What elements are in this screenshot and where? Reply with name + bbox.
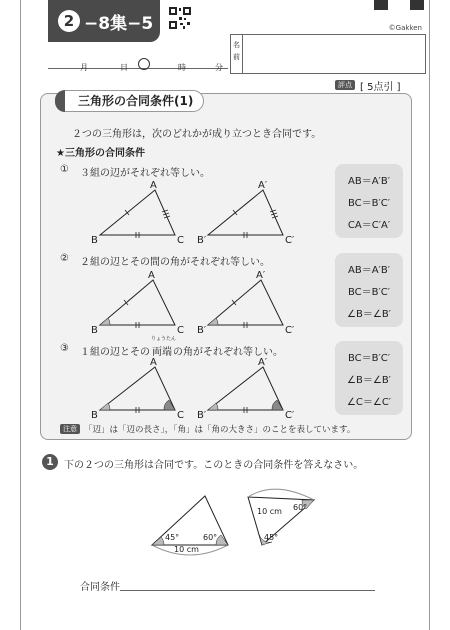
equality: AB＝A′B′ (348, 265, 390, 276)
vertex-label: B′ (197, 325, 207, 336)
vertex-label: C′ (285, 325, 295, 336)
vertex-label: B′ (197, 235, 207, 246)
vertex-label: A (150, 357, 157, 368)
vertex-label: B (91, 410, 98, 421)
vertex-label: A′ (258, 180, 268, 191)
answer-input-line[interactable] (120, 590, 375, 591)
answer-label: 合同条件 (80, 582, 120, 593)
day-label: 日 (120, 63, 128, 72)
vertex-label: A (150, 180, 157, 191)
equality: AB＝A′B′ (348, 176, 390, 187)
equality: ∠C＝∠C′ (346, 397, 392, 408)
triangle-abc-1 (100, 190, 175, 235)
vertex-label: C (177, 325, 184, 336)
condition-3-text-pre: １組の辺とその (80, 347, 150, 358)
name-label: 名前 (231, 35, 243, 73)
condition-2-text: ２組の辺とその間の角がそれぞれ等しい。 (80, 257, 270, 268)
angle-label: 60° (203, 533, 218, 542)
condition-2-number: ② (60, 253, 69, 264)
note-tag: 注意 (60, 424, 80, 434)
question-number-badge: 1 (42, 454, 58, 470)
condition-3-text-post: の角がそれぞれ等しい。 (173, 347, 283, 358)
unit-title: −8集−5 (84, 14, 154, 34)
equality: BC＝B′C′ (347, 353, 391, 364)
condition-3-ruby-reading: りょうたん (151, 336, 177, 342)
score-tag: 評点 (335, 80, 355, 90)
question-text: 下の２つの三角形は合同です。このときの合同条件を答えなさい。 (64, 460, 364, 471)
vertex-label: C′ (285, 410, 295, 421)
minute-label: 分 (215, 63, 223, 72)
intro-text: ２つの三角形は，次のどれかが成り立つとき合同です。 (72, 129, 322, 140)
triangle-abc-3 (100, 367, 175, 410)
condition-3-ruby: 両端 (152, 347, 172, 358)
triangle-abc-prime-1 (208, 190, 283, 235)
vertex-label: B′ (197, 410, 207, 421)
angle-label: 45° (165, 533, 180, 542)
vertex-label: A′ (258, 357, 268, 368)
vertex-label: A (148, 270, 155, 281)
triangle-abc-2 (100, 280, 175, 325)
side-label: 10 cm (257, 507, 282, 516)
vertex-label: C′ (285, 235, 295, 246)
section-title: 三角形の合同条件(1) (55, 90, 204, 112)
note-text: 「辺」は「辺の長さ」，「角」は「角の大きさ」のことを表しています。 (84, 425, 356, 435)
condition-3-number: ③ (60, 343, 69, 354)
condition-1-number: ① (60, 164, 69, 175)
triangle-abc-prime-2 (208, 280, 283, 325)
vertex-label: A′ (256, 270, 266, 281)
equality: CA＝C′A′ (347, 220, 391, 231)
equality: ∠B＝∠B′ (347, 375, 391, 386)
vertex-label: B (91, 235, 98, 246)
equality: ∠B＝∠B′ (347, 309, 391, 320)
equality: BC＝B′C′ (347, 287, 391, 298)
unit-number-badge: 2 (58, 10, 80, 32)
angle-label: 45° (264, 533, 279, 542)
condition-1-text: ３組の辺がそれぞれ等しい。 (80, 168, 210, 179)
conditions-heading: ★三角形の合同条件 (56, 148, 145, 159)
side-label: 10 cm (174, 545, 199, 554)
hour-label: 時 (178, 63, 186, 72)
month-label: 月 (80, 63, 88, 72)
angle-label: 60° (293, 503, 308, 512)
vertex-label: B (91, 325, 98, 336)
vertex-label: C (177, 235, 184, 246)
score-text: [ 5点引 ] (360, 82, 401, 93)
copyright: ©Gakken (388, 24, 422, 32)
vertex-label: C (177, 410, 184, 421)
triangle-abc-prime-3 (208, 367, 283, 410)
equality: BC＝B′C′ (347, 198, 391, 209)
